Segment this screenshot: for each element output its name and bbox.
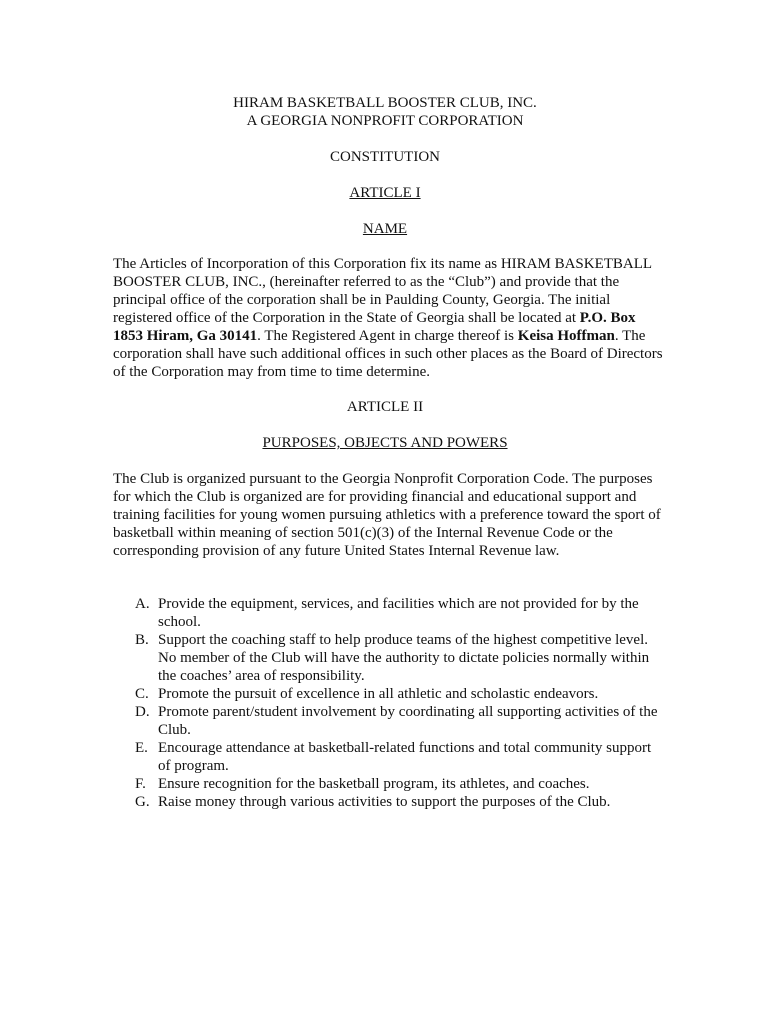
article-1-heading-text: NAME <box>362 221 408 237</box>
article-1-heading <box>0 220 770 238</box>
list-item-text: Ensure recognition for the basketball program, its athletes, and coaches. <box>158 776 590 792</box>
article-2-heading-text: PURPOSES, OBJECTS AND POWERS <box>262 435 508 451</box>
list-item-text: Provide the equipment, services, and facilities which are not provided for by the school. <box>158 596 639 630</box>
article-1-text-part2: . The Registered Agent in charge thereof is <box>257 328 518 344</box>
list-marker: E. <box>135 740 148 756</box>
list-item-text: Raise money through various activities to support the purposes of the Club. <box>158 794 611 810</box>
list-item <box>113 595 663 631</box>
list-marker: B. <box>135 632 149 648</box>
list-item <box>113 775 663 793</box>
list-marker: D. <box>135 704 150 720</box>
document-title: CONSTITUTION <box>330 149 440 165</box>
article-2-paragraph: The Club is organized pursuant to the Georgia Nonprofit Corporation Code. The purposes for which the Club is organized are for providing financial and educational support and training facilities for young women pursuing athletics with a preference toward the sport of basketball within meaning of section 501(c)(3) of the Internal Revenue Code or the corresponding provision of any future United States Internal Revenue law. <box>113 471 661 559</box>
article-1-text-part3: . The corporation shall have such additional offices in such other places as the Board of Directors of the Corporation may from time to time determine. <box>113 328 663 380</box>
list-marker: C. <box>135 686 149 702</box>
article-2-label: ARTICLE II <box>346 399 424 415</box>
list-item-text: Support the coaching staff to help produce teams of the highest competitive level. No member of the Club will have the authority to dictate policies normally within the coaches’ area of responsibility. <box>158 632 650 684</box>
list-item <box>113 739 663 775</box>
article-1-paragraph <box>113 255 663 381</box>
org-type: A GEORGIA NONPROFIT CORPORATION <box>246 113 524 129</box>
list-item <box>113 703 663 739</box>
registered-agent: Keisa Hoffman <box>517 328 615 344</box>
list-item-text: Promote parent/student involvement by coordinating all supporting activities of the Club. <box>158 704 658 738</box>
list-item <box>113 631 663 685</box>
list-item <box>113 685 663 703</box>
purposes-list <box>113 595 663 811</box>
article-1-label-text: ARTICLE I <box>349 185 421 201</box>
list-marker: A. <box>135 596 150 612</box>
article-1-text-part1: The Articles of Incorporation of this Corporation fix its name as HIRAM BASKETBALL BOOSTER CLUB, INC., (hereinafter referred to as the “Club”) and provide that the principal office of the corporation shall be in Paulding County, Georgia. The initial registered office of the Corporation in the State of Georgia shall be located at <box>113 256 652 326</box>
list-item <box>113 793 663 811</box>
office-address: P.O. Box 1853 Hiram, Ga 30141 <box>113 310 636 344</box>
org-name: HIRAM BASKETBALL BOOSTER CLUB, INC. <box>233 95 537 111</box>
list-marker: F. <box>135 776 146 792</box>
list-marker: G. <box>135 794 150 810</box>
list-item-text: Encourage attendance at basketball-related functions and total community support of program. <box>158 740 652 774</box>
article-1-label <box>0 184 770 202</box>
list-item-text: Promote the pursuit of excellence in all athletic and scholastic endeavors. <box>158 686 599 702</box>
article-2-heading <box>0 434 770 452</box>
